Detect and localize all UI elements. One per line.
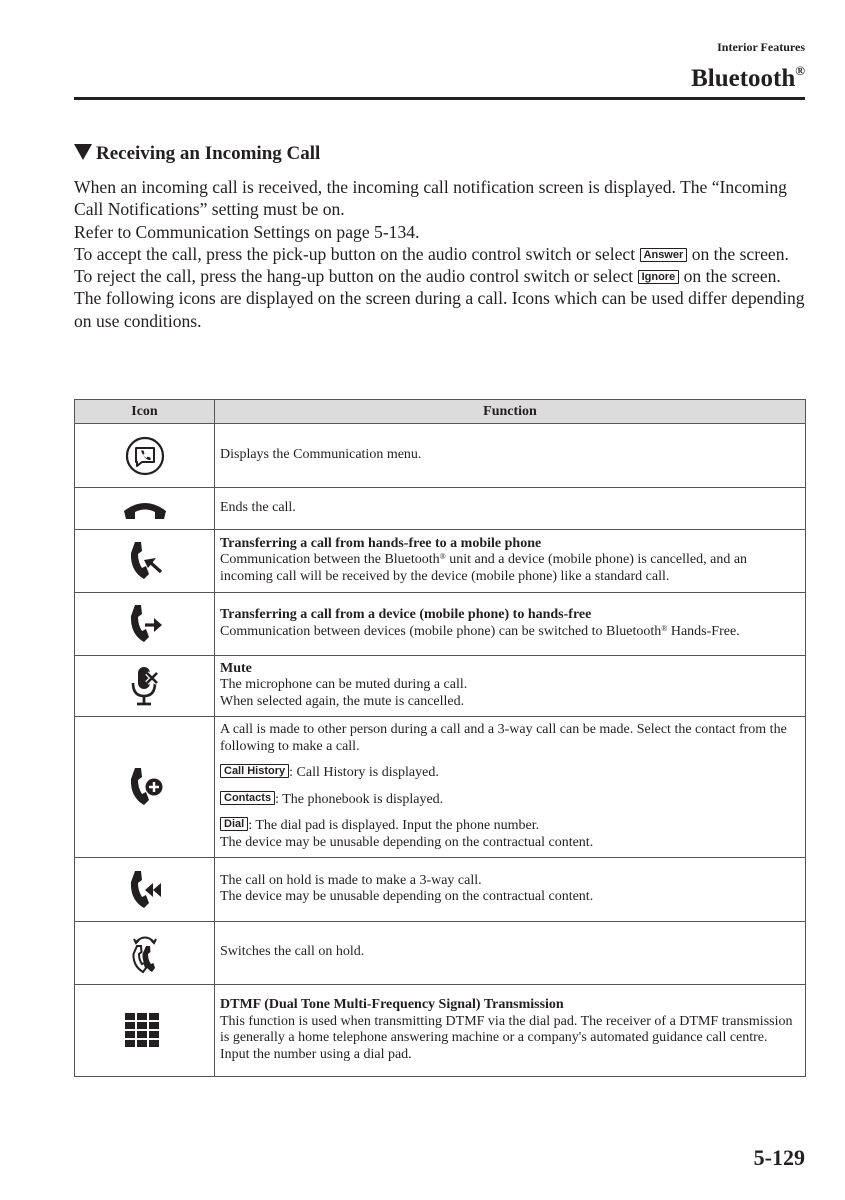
table-row: DTMF (Dual Tone Multi-Frequency Signal) Transmission This function is used when transmitting DTMF via the dial pad. The receiver of a DTMF transmission is generally a home telephone answering machine or a company's automated guidance call centre. Input the number using a dial pad. (75, 985, 806, 1077)
function-column-header: Function (215, 400, 806, 424)
table-row: Transferring a call from hands-free to a mobile phone Communication between the Bluetooth® unit and a device (mobile phone) is cancelled, and an incoming call will be received by the device (mobile phone) like a standard call. (75, 530, 806, 593)
hold-call-icon (125, 868, 165, 912)
header-rule (74, 97, 805, 100)
table-row: Switches the call on hold. (75, 922, 806, 985)
chapter-title: Bluetooth® (691, 63, 805, 92)
end-call-icon (122, 497, 168, 521)
icon-function-table (74, 399, 806, 1077)
page-number: 5-129 (753, 1145, 805, 1170)
table-header-row (75, 400, 806, 424)
page-header (691, 40, 805, 94)
triangle-marker-icon (74, 144, 92, 160)
switch-call-icon (125, 930, 165, 976)
table-row: Mute The microphone can be muted during a call. When selected again, the mute is cancelled. (75, 656, 806, 717)
add-call-icon (125, 765, 165, 809)
intro-text: When an incoming call is received, the incoming call notification screen is displayed. The “Incoming Call Notifications” setting must be on. Refer to Communication Settings on page 5-134. To accept the call, press the pick-up button on the audio control switch or select Answer on the screen. To reject the call, press the hang-up button on the audio control switch or select Ignore on the screen. The following icons are displayed on the screen during a call. Icons which can be used differ depending on use conditions. (74, 177, 805, 331)
call-history-label: Call History (220, 764, 289, 778)
transfer-to-handsfree-icon (125, 602, 165, 646)
table-row: The call on hold is made to make a 3-way call. The device may be unusable depending on the contractual content. (75, 858, 806, 922)
communication-menu-icon (124, 435, 166, 477)
transfer-to-phone-icon (125, 539, 165, 583)
answer-label: Answer (640, 248, 688, 262)
mute-icon (128, 664, 162, 708)
table-row: Transferring a call from a device (mobile phone) to hands-free Communication between devices (mobile phone) can be switched to Bluetooth® Hands-Free. (75, 593, 806, 656)
section-heading: Receiving an Incoming Call (74, 142, 320, 166)
section-title: Interior Features (717, 40, 805, 54)
dial-label: Dial (220, 817, 248, 831)
table-row: Displays the Communication menu. (75, 424, 806, 488)
icon-column-header: Icon (75, 400, 215, 424)
ignore-label: Ignore (638, 270, 680, 284)
table-row: A call is made to other person during a call and a 3-way call can be made. Select the contact from the following to make a call. Call History : Call History is displayed. Contacts : The phonebook is displayed. Dial : The dial pad is displayed. Input the phone number. The device may be unusable depending on the contractual content. (75, 717, 806, 858)
dial-pad-icon (123, 1011, 167, 1051)
contacts-label: Contacts (220, 791, 275, 805)
table-row: Ends the call. (75, 488, 806, 530)
